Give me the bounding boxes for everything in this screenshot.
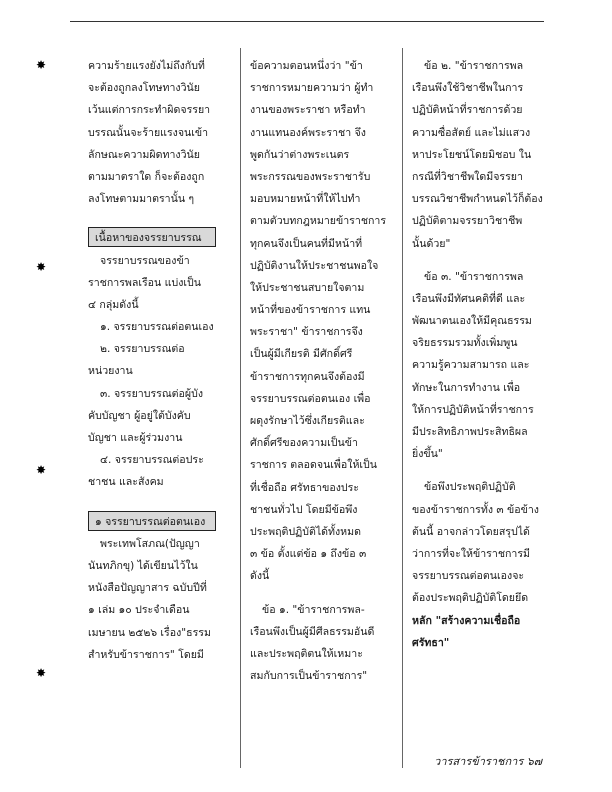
- text-line: งานแทนองค์พระราชา จึง: [250, 126, 366, 139]
- text-line: และประพฤติตนให้เหมาะ: [250, 647, 363, 660]
- text-line: ข้อความตอนหนึ่งว่า "ข้า: [250, 60, 363, 72]
- text-line: จรรยาบรรณต่อตนเอง เพื่อ: [250, 392, 371, 405]
- text-line: ชาชนทั่วไป โดยมีข้อพึง: [250, 503, 358, 516]
- text-line: นันทภิกขุ) ได้เขียนไว้ใน: [88, 559, 198, 572]
- text-line: มอบหมายหน้าที่ให้ไปทำ: [250, 193, 361, 206]
- text-line: พัฒนาตนเองให้มีคุณธรรม: [412, 315, 532, 328]
- text-line: ศักดิ์ศรีของความเป็นข้า: [250, 437, 358, 450]
- text-line: เมษายน ๒๕๒๖ เรื่อง"ธรรม: [88, 626, 211, 639]
- text-line: ปฏิบัติตามจรรยาวิชาชีพ: [412, 215, 523, 228]
- text-line: กรณีที่วิชาชีพใดมีจรรยา: [412, 170, 523, 183]
- text-line: ราชการพลเรือน แบ่งเป็น: [88, 276, 201, 289]
- bullet-dot-icon: ✸: [36, 666, 47, 680]
- text-line: ข้าราชการทุกคนจึงต้องมี: [250, 370, 365, 383]
- text-line: พระกรรณของพระราชารับ: [250, 170, 371, 183]
- page-footer: [434, 752, 542, 770]
- text-line: ลักษณะความผิดทางวินัย: [88, 148, 200, 161]
- text-line: นั้นด้วย": [412, 237, 451, 250]
- text-line: เป็นผู้มีเกียรติ มีศักดิ์ศรี: [250, 348, 353, 361]
- text-line: ต้นนี้ อาจกล่าวโดยสรุปได้: [412, 525, 530, 538]
- text-line: เรือนพึงเป็นผู้มีศีลธรรมอันดี: [250, 625, 375, 638]
- text-line: ความรู้ความสามารถ และ: [412, 359, 530, 372]
- text-line: ต้องประพฤติปฏิบัติโดยยึด: [412, 592, 529, 605]
- section-heading: ๑ จรรยาบรรณต่อตนเอง: [88, 511, 216, 531]
- text-line: ข้อ ๒. "ข้าราชการพล: [424, 60, 524, 72]
- text-line: ๓. จรรยาบรรณต่อผู้บัง: [100, 387, 203, 400]
- text-line: หนังสือปัญญาสาร ฉบับปีที่: [88, 582, 207, 595]
- text-line: หลัก "สร้างความเชื่อถือ: [412, 614, 521, 627]
- text-line: สำหรับข้าราชการ" โดยมี: [88, 648, 204, 661]
- text-line: เรือนพึงมีทัศนคติที่ดี และ: [412, 292, 526, 305]
- text-line: มีประสิทธิภาพประสิทธิผล: [412, 426, 528, 438]
- text-line: บรรณนั้นจะร้ายแรงจนเข้า: [88, 126, 209, 139]
- text-line: ของข้าราชการทั้ง ๓ ข้อข้าง: [412, 503, 539, 516]
- text-line: ทุกคนจึงเป็นคนที่มีหน้าที่: [250, 237, 363, 250]
- text-line: ๔ กลุ่มดังนี้: [88, 298, 139, 311]
- text-line: จริยธรรมรวมทั้งเพิ่มพูน: [412, 337, 518, 350]
- text-line: ข้อ ๑. "ข้าราชการพล-: [262, 603, 365, 616]
- text-line: ทักษะในการทำงาน เพื่อ: [412, 381, 521, 394]
- column-divider: [402, 48, 403, 768]
- paragraph: [88, 55, 230, 210]
- bullet-dot-icon: ✸: [36, 58, 47, 72]
- text-line: พระราชา" ข้าราชการจึง: [250, 326, 363, 339]
- text-line: ที่เชื่อถือ ศรัทธาของประ: [250, 481, 359, 494]
- text-line: พระเทพโสภณ(ปัญญา: [100, 537, 200, 550]
- column-left: [88, 55, 230, 666]
- text-line: ให้ประชาชนสบายใจตาม: [250, 281, 365, 294]
- text-line: ประพฤติปฏิบัติได้ทั้งหมด: [250, 525, 362, 538]
- text-line: บัญชา และผู้ร่วมงาน: [88, 432, 183, 445]
- text-line: ชาชน และสังคม: [88, 476, 164, 489]
- text-line: คับบัญชา ผู้อยู่ใต้บังคับ: [88, 409, 191, 422]
- top-rule: [70, 21, 544, 22]
- paragraph: [88, 250, 230, 494]
- text-line: สมกับการเป็นข้าราชการ": [250, 670, 368, 683]
- text-line: ว่าการที่จะให้ข้าราชการมี: [412, 547, 531, 560]
- section-heading: เนื้อหาของจรรยาบรรณ: [88, 227, 216, 247]
- text-line: ราชการ ตลอดจนเพื่อให้เป็น: [250, 459, 378, 472]
- text-line: งานของพระราชา หรือทำ: [250, 104, 366, 117]
- text-line: ความร้ายแรงยังไม่ถึงกับที่: [88, 60, 205, 72]
- text-line: ๑ เล่ม ๑๐ ประจำเดือน: [88, 604, 190, 617]
- text-line: หาประโยชน์โดยมิชอบ ใน: [412, 148, 532, 161]
- text-line: หน่วยงาน: [88, 365, 133, 378]
- text-line: ตามตัวบทกฎหมายข้าราชการ: [250, 215, 387, 228]
- text-line: ผดุงรักษาไว้ซึ่งเกียรติและ: [250, 415, 365, 427]
- text-line: ๔. จรรยาบรรณต่อประ: [100, 454, 204, 467]
- text-line: จะต้องถูกลงโทษทางวินัย: [88, 82, 200, 95]
- text-line: ราชการหมายความว่า ผู้ทำ: [250, 82, 374, 95]
- column-divider: [240, 48, 241, 768]
- bullet-dot-icon: ✸: [36, 260, 47, 274]
- text-line: ปฏิบัติงานให้ประชาชนพอใจ: [250, 259, 379, 272]
- text-line: ๒. จรรยาบรรณต่อ: [100, 343, 185, 356]
- text-line: ลงโทษตามมาตรานั้น ๆ: [88, 193, 195, 206]
- text-line: ดังนี้: [250, 570, 270, 583]
- bullet-dot-icon: ✸: [36, 463, 47, 477]
- text-line: เรือนพึงใช้วิชาชีพในการ: [412, 82, 524, 95]
- text-line: ให้การปฏิบัติหน้าที่ราชการ: [412, 403, 534, 416]
- text-line: ตามมาตราใด ก็จะต้องถูก: [88, 170, 205, 183]
- text-line: ปฏิบัติหน้าที่ราชการด้วย: [412, 104, 523, 117]
- text-line: พูดกันว่าต่างพระเนตร: [250, 148, 350, 161]
- text-line: หน้าที่ของข้าราชการ แทน: [250, 304, 371, 317]
- text-line: ข้อ ๓. "ข้าราชการพล: [424, 270, 524, 283]
- text-line: จรรยาบรรณต่อตนเองจะ: [412, 570, 525, 583]
- text-line: บรรณวิชาชีพกำหนดไว้ก็ต้อง: [412, 193, 543, 206]
- text-line: ข้อพึงประพฤติปฏิบัติ: [424, 481, 516, 494]
- text-line: ความซื่อสัตย์ และไม่แสวง: [412, 126, 531, 139]
- text-line: เว้นแต่การกระทำผิดจรรยา: [88, 104, 211, 117]
- magazine-name: วารสารข้าราชการ: [434, 755, 524, 768]
- page-number: ๖๗: [526, 755, 542, 768]
- text-line: ยิ่งขึ้น": [412, 448, 443, 461]
- paragraph: [88, 533, 230, 666]
- text-line: ศรัทธา": [412, 636, 450, 649]
- text-line: จรรยาบรรณของข้า: [100, 254, 190, 267]
- column-middle: [250, 55, 392, 687]
- text-line: ๑. จรรยาบรรณต่อตนเอง: [100, 321, 214, 334]
- column-right: [412, 55, 550, 654]
- text-line: ๓ ข้อ ตั้งแต่ข้อ ๑ ถึงข้อ ๓: [250, 548, 367, 561]
